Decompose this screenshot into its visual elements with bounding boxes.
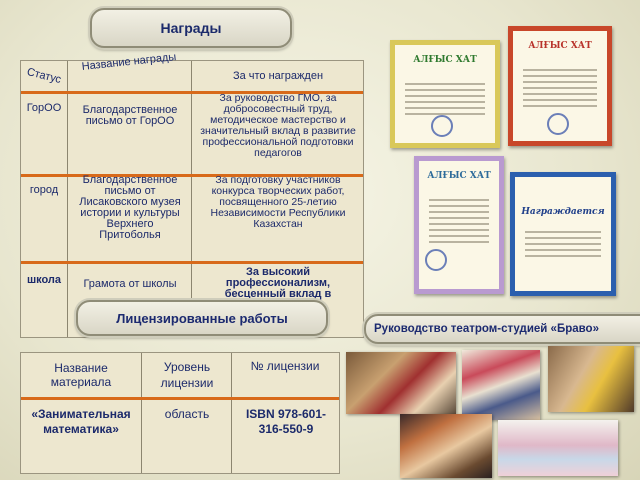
seal-icon <box>547 113 569 135</box>
certificate-4-heading: Награждается <box>521 207 605 217</box>
row2-reason: За подготовку участников конкурса творческих работ, посвященного 25-летию Независимости Республики Казахстан <box>210 174 346 230</box>
header-status: Статус <box>25 65 63 87</box>
certificate-2 <box>508 26 612 146</box>
row1-license-level: область <box>164 407 210 421</box>
row1-status: ГорОО <box>26 102 62 114</box>
theatre-photo-4 <box>400 414 492 478</box>
header-material-name: Название материала <box>50 361 112 389</box>
materials-table <box>20 352 340 474</box>
certificate-4 <box>510 172 616 296</box>
row2-award: Благодарственное письмо от Лисаковского музея истории и культуры Верхнего Притоболья <box>79 174 181 241</box>
theatre-photo-5 <box>498 420 618 476</box>
theatre-photo-3 <box>548 346 634 412</box>
row1-award: Благодарственное письмо от ГорОО <box>82 104 178 127</box>
certificate-1 <box>390 40 500 148</box>
row1-reason: За руководство ГМО, за добросовестный труд, методическое мастерство и значительный вклад в развитие профессиональной подготовки педагогов <box>200 92 356 159</box>
theatre-photo-2 <box>462 350 540 420</box>
certificate-3 <box>414 156 504 294</box>
seal-icon <box>431 115 453 137</box>
header-award-name: Название награды <box>81 51 177 73</box>
header-license-level: Уровень лицензии <box>160 360 214 390</box>
licensed-works-button[interactable]: Лицензированные работы <box>76 300 328 336</box>
page-title: Награды <box>90 8 292 48</box>
awards-table <box>20 51 364 338</box>
row3-reason: За высокий профессионализм, бесценный вклад в <box>224 266 332 300</box>
seal-icon <box>425 249 447 271</box>
row3-status: школа <box>26 274 62 286</box>
theatre-label: Руководство театром-студией «Браво» <box>374 323 599 335</box>
certificate-2-heading: АЛҒЫС ХАТ <box>528 41 592 51</box>
row2-status: город <box>29 184 59 196</box>
header-license-number: № лицензии <box>250 359 320 373</box>
theatre-studio-button[interactable] <box>364 314 640 344</box>
row1-license-number: ISBN 978-601-316-550-9 <box>245 407 327 436</box>
certificate-3-heading: АЛҒЫС ХАТ <box>427 171 491 181</box>
header-reason: За что награжден <box>232 70 324 82</box>
theatre-photo-1 <box>346 352 456 414</box>
row1-material-name: «Занимательная математика» <box>31 407 131 436</box>
certificate-1-heading: АЛҒЫС ХАТ <box>413 55 477 65</box>
row3-award: Грамота от школы <box>83 278 177 290</box>
